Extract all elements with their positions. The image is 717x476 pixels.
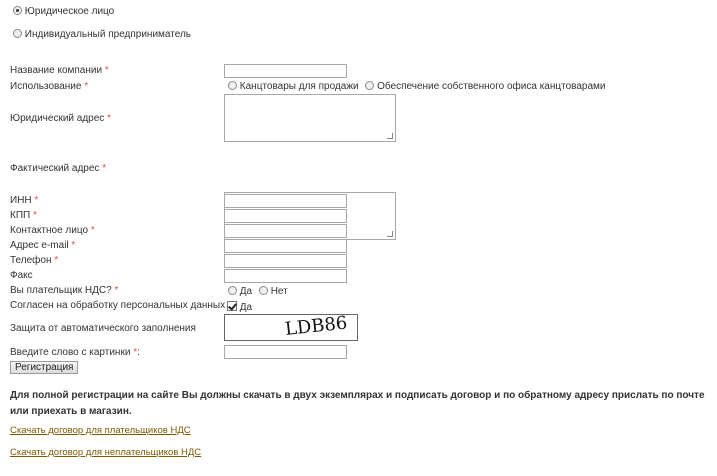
phone-input[interactable]	[224, 254, 347, 268]
company-name-input[interactable]	[224, 64, 347, 78]
actual-address-label	[10, 163, 106, 175]
kpp-label-text: КПП	[10, 210, 31, 221]
captcha-text: LDB86	[283, 315, 349, 340]
phone-label	[10, 255, 58, 267]
consent-label-text: Согласен на обработку персональных данных	[10, 300, 226, 311]
vat-no-label: Нет	[270, 286, 288, 297]
actual-address-label-text: Фактический адрес	[10, 163, 100, 174]
captcha-label	[10, 323, 196, 335]
download-contract-vat-link[interactable]: Скачать договор для плательщиков НДС	[10, 425, 191, 436]
captcha-glyphs	[225, 315, 357, 340]
radio-vat-no[interactable]	[259, 286, 268, 295]
consent-checkbox-label: Да	[239, 302, 253, 313]
radio-vat-yes[interactable]	[228, 286, 237, 295]
entity-option-legal[interactable]	[13, 6, 114, 18]
required-mark: *	[32, 210, 37, 221]
captcha-input-label-suffix: :	[137, 347, 140, 358]
inn-label	[10, 195, 38, 207]
captcha-image	[224, 314, 358, 341]
inn-label-text: ИНН	[10, 195, 32, 206]
email-input[interactable]	[224, 239, 347, 253]
fax-label-text: Факс	[10, 270, 33, 281]
usage-options	[228, 81, 605, 93]
entity-option-individual-label: Индивидуальный предприниматель	[24, 29, 191, 40]
required-mark: *	[102, 163, 107, 174]
contact-person-input[interactable]	[224, 224, 347, 238]
captcha-label-text: Защита от автоматического заполнения	[10, 323, 196, 334]
required-mark: *	[71, 240, 76, 251]
fax-label	[10, 270, 33, 282]
register-button[interactable]: Регистрация	[10, 361, 78, 374]
usage-resale-label: Канцтовары для продажи	[239, 81, 359, 92]
captcha-input[interactable]	[224, 345, 347, 359]
consent-checkbox[interactable]	[227, 301, 237, 311]
kpp-input[interactable]	[224, 209, 347, 223]
email-label	[10, 240, 75, 252]
radio-individual-entrepreneur[interactable]	[13, 29, 22, 38]
required-mark: *	[104, 65, 109, 76]
company-name-label	[10, 65, 109, 77]
phone-label-text: Телефон	[10, 255, 52, 266]
entity-option-legal-label: Юридическое лицо	[24, 6, 115, 17]
radio-usage-own-office[interactable]	[365, 81, 374, 90]
usage-own-office-label: Обеспечение собственного офиса канцтоварами	[377, 81, 606, 92]
required-mark: *	[90, 225, 95, 236]
required-mark: *	[133, 347, 138, 358]
required-mark: *	[114, 285, 119, 296]
required-mark: *	[34, 195, 39, 206]
required-mark: *	[107, 113, 111, 124]
contact-person-label-text: Контактное лицо	[10, 225, 89, 236]
legal-address-label-text: Юридический адрес	[10, 113, 105, 124]
vat-payer-label-text: Вы плательщик НДС?	[10, 285, 112, 296]
vat-payer-options	[228, 286, 288, 298]
required-mark: *	[84, 81, 89, 92]
captcha-input-label-text: Введите слово с картинки	[10, 347, 131, 358]
consent-label	[10, 300, 232, 312]
resize-grip-icon[interactable]	[387, 231, 393, 237]
registration-notice: Для полной регистрации на сайте Вы должны скачать в двух экземплярах и подписать договор и по обратному адресу прислать по почте или приехать в магазин.	[10, 390, 705, 417]
legal-address-textarea[interactable]	[224, 94, 396, 142]
email-label-text: Адрес e-mail	[10, 240, 69, 251]
consent-option[interactable]	[227, 301, 252, 314]
fax-input[interactable]	[224, 269, 347, 283]
company-name-label-text: Название компании	[10, 65, 103, 76]
kpp-label	[10, 210, 37, 222]
contact-person-label	[10, 225, 95, 237]
radio-usage-resale[interactable]	[228, 81, 237, 90]
radio-legal-entity[interactable]	[13, 6, 22, 15]
vat-payer-label	[10, 285, 118, 297]
entity-option-individual[interactable]	[13, 29, 191, 41]
resize-grip-icon[interactable]	[387, 133, 393, 139]
legal-address-label	[10, 113, 111, 125]
inn-input[interactable]	[224, 194, 347, 208]
required-mark: *	[54, 255, 59, 266]
usage-label-text: Использование	[10, 81, 82, 92]
vat-yes-label: Да	[239, 286, 253, 297]
download-contract-non-vat-link[interactable]: Скачать договор для неплательщиков НДС	[10, 447, 202, 458]
usage-label	[10, 81, 88, 93]
captcha-input-label	[10, 347, 140, 359]
